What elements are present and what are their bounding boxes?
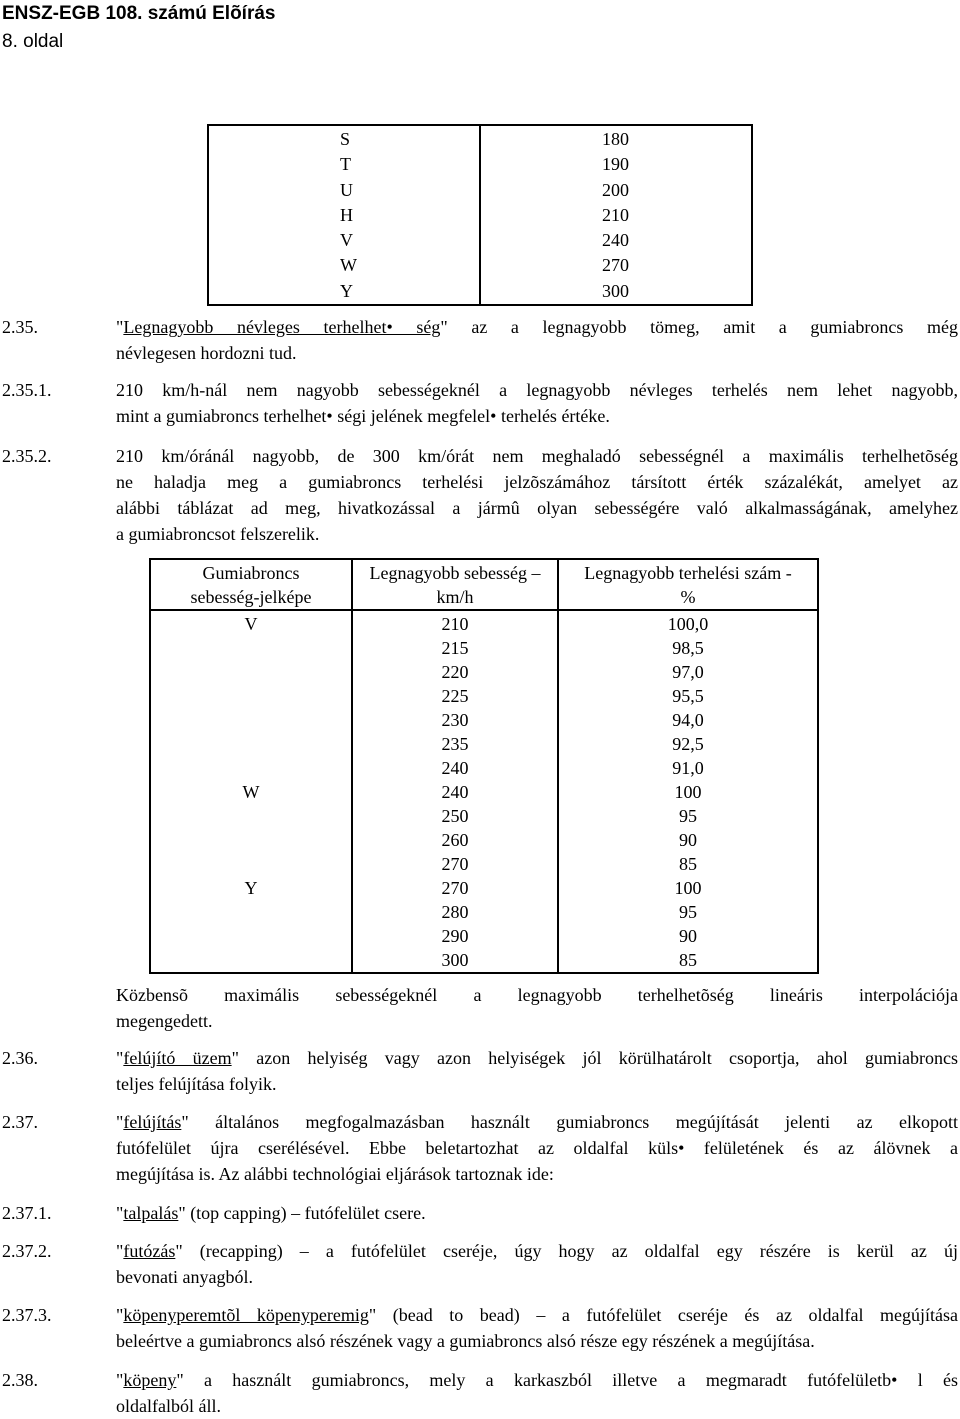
defined-term: futózás <box>123 1241 176 1261</box>
speed-letter: U <box>340 179 353 200</box>
speed-value: 240 <box>602 230 629 251</box>
speed-value: 200 <box>602 179 629 200</box>
speed-letter-column <box>208 125 480 305</box>
defined-term: köpenyperemtõl köpenyperemig <box>123 1305 369 1325</box>
speed-value: 180 <box>602 129 629 149</box>
defined-term: felújítás <box>123 1112 182 1132</box>
header-speed-symbol: Gumiabroncs sebesség-jelképe <box>150 559 352 610</box>
header-load-index: Legnagyobb terhelési szám - % <box>558 559 818 610</box>
section-number: 2.38. <box>2 1370 38 1390</box>
percent-column: 100,0 98,5 97,0 95,5 94,0 92,5 91,0 100 95 90 85 100 95 90 85 <box>558 610 818 973</box>
speed-value-column <box>480 125 752 305</box>
symbol-v: V <box>244 614 258 634</box>
section-number: 2.35.1. <box>2 380 52 400</box>
header-max-speed: Legnagyobb sebesség – km/h <box>352 559 558 610</box>
speed-value: 300 <box>602 280 629 301</box>
speed-column: 210 215 220 225 230 235 240 240 250 260 270 270 280 290 300 <box>352 610 558 973</box>
speed-value: 190 <box>602 154 629 175</box>
speed-letter: H <box>340 204 353 225</box>
speed-letter: W <box>340 255 357 276</box>
defined-term: köpeny <box>123 1370 177 1390</box>
section-number: 2.37.2. <box>2 1241 52 1261</box>
section-number: 2.37.3. <box>2 1305 52 1325</box>
page-header <box>2 0 276 56</box>
speed-value: 210 <box>602 204 629 225</box>
speed-value: 270 <box>602 255 629 276</box>
defined-term: talpalás <box>123 1203 179 1223</box>
speed-symbol-table <box>207 124 753 306</box>
section-number: 2.37.1. <box>2 1203 52 1223</box>
document-title: ENSZ-EGB 108. számú Elõírás <box>2 3 276 24</box>
section-number: 2.36. <box>2 1048 38 1068</box>
speed-letter: S <box>340 129 351 149</box>
speed-letter: Y <box>340 280 353 301</box>
load-percentage-table <box>149 558 819 974</box>
defined-term: Legnagyobb névleges terhelhet• ség <box>123 317 441 337</box>
page-number: 8. oldal <box>2 31 64 52</box>
symbol-y: Y <box>244 878 258 898</box>
section-number: 2.37. <box>2 1112 38 1132</box>
symbol-w: W <box>242 782 260 802</box>
symbol-column <box>150 610 352 973</box>
section-number: 2.35.2. <box>2 446 52 466</box>
section-number: 2.35. <box>2 317 38 337</box>
speed-letter: V <box>340 230 353 251</box>
speed-letter: T <box>340 154 351 175</box>
defined-term: felújító üzem <box>123 1048 232 1068</box>
